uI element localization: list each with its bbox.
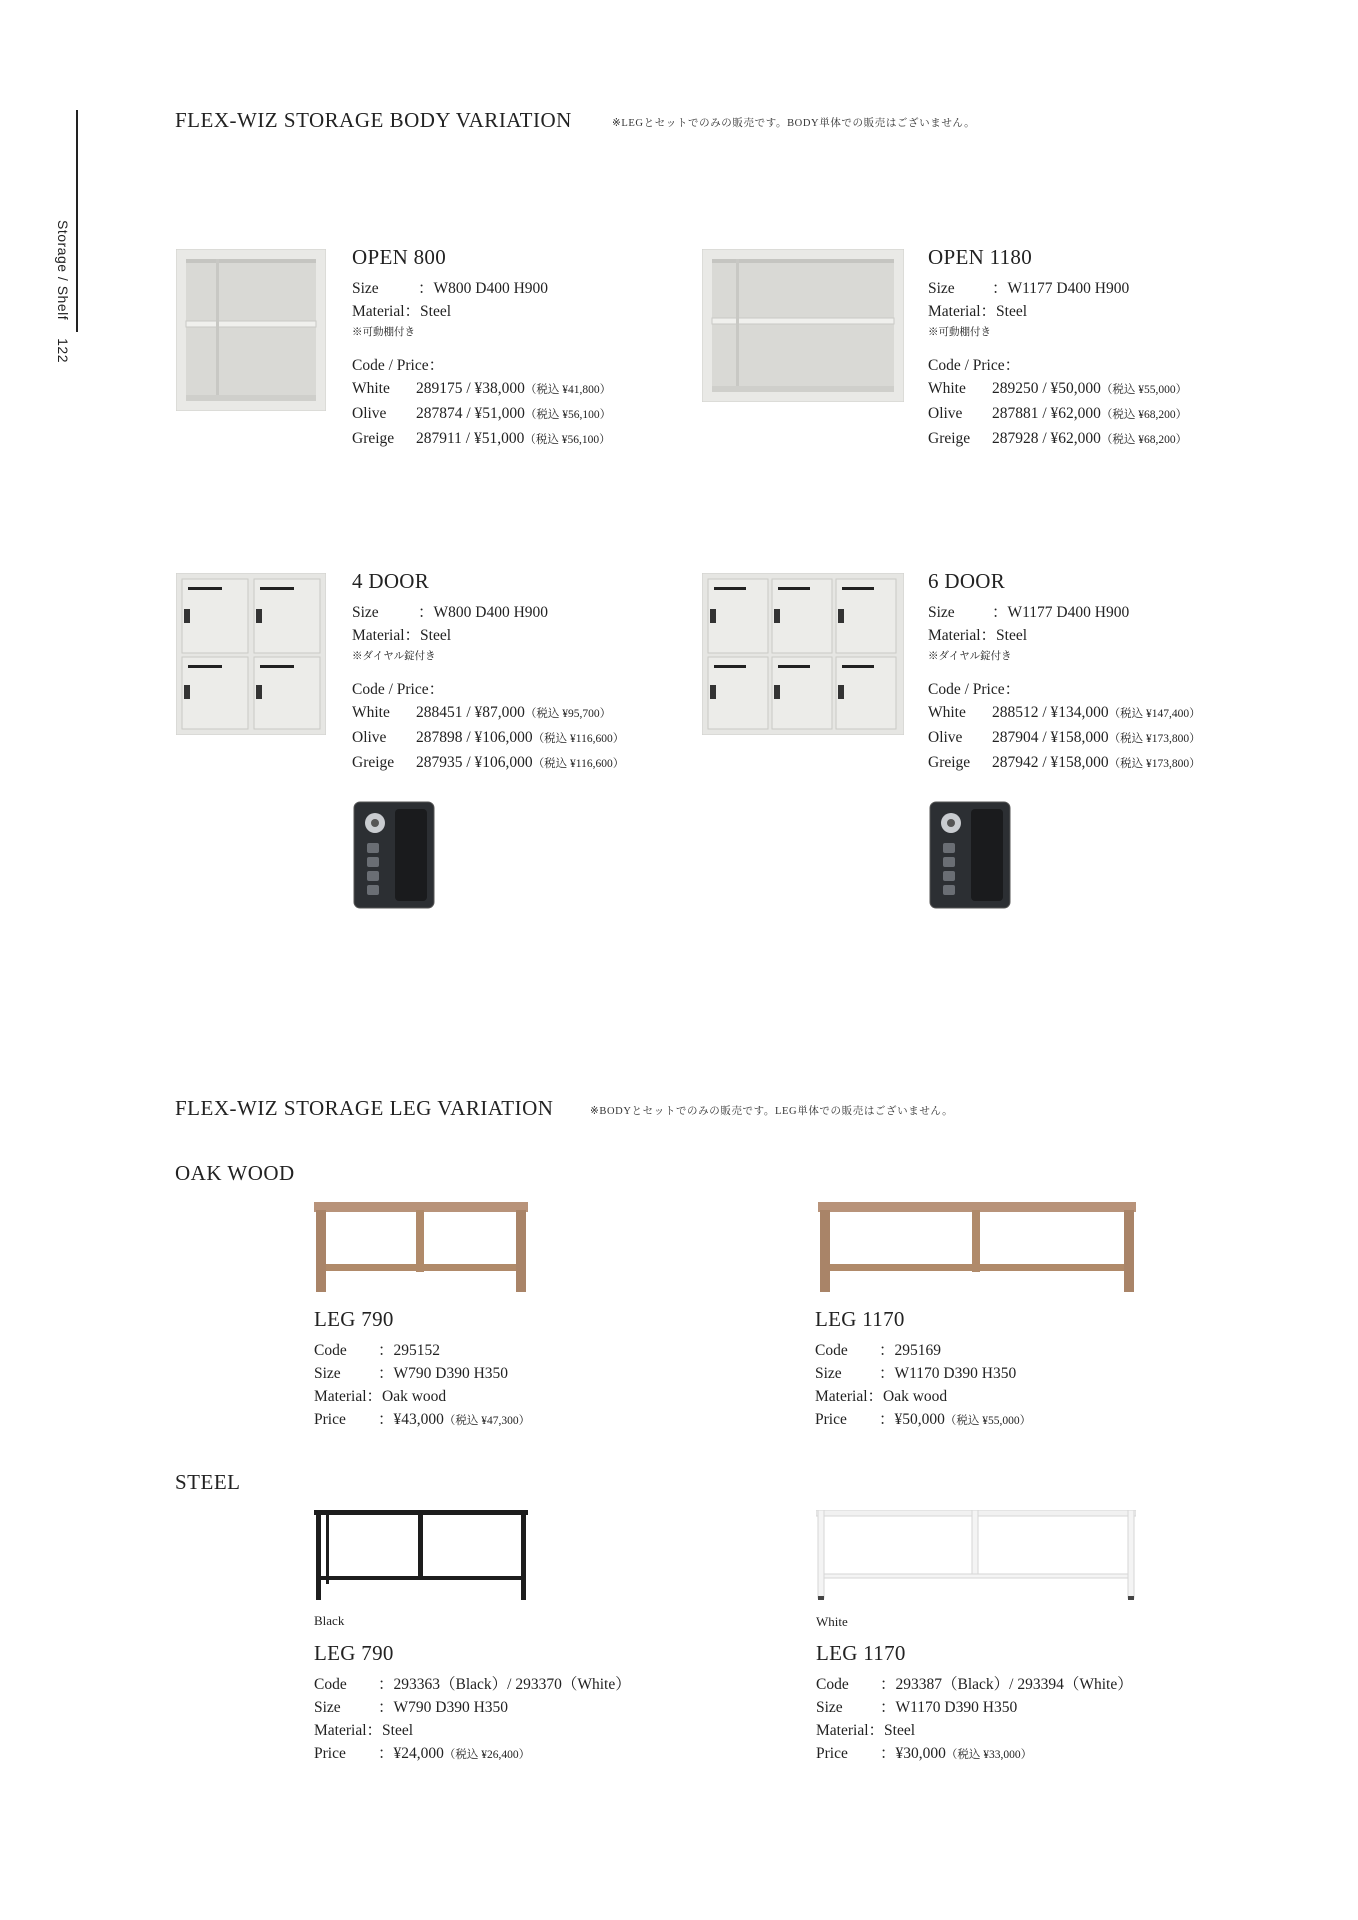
tax-price: （税込 ¥55,000） [944,1415,1032,1427]
code-price: 287911 / ¥51,000 [416,430,525,447]
oak-leg-1170-image [818,1200,1136,1294]
product-name: 4 DOOR [352,569,430,593]
code-price: 288512 / ¥134,000 [992,704,1109,721]
code-value: ：295169 [879,1342,942,1359]
material-label: Material [352,303,405,320]
page-number: 122 [55,338,71,363]
color-name: White [928,704,966,721]
tax-price: （税込 ¥68,200） [1100,434,1188,446]
tax-price: （税込 ¥173,800） [1108,733,1201,745]
price-value: ：¥43,000 [378,1411,444,1428]
sidebar-category: Storage / Shelf [55,220,71,321]
code-price: 287904 / ¥158,000 [992,729,1109,746]
open-800-specs [352,245,611,452]
color-name: Olive [928,729,963,746]
sidebar-rule [76,110,78,332]
material-value: ：Oak wood [867,1388,948,1405]
color-name: Olive [352,729,387,746]
price-label: Price [314,1745,346,1762]
oak-leg-790-specs [314,1307,530,1433]
tax-price: （税込 ¥68,200） [1100,409,1188,421]
size-label: Size [352,280,379,297]
tax-price: （税込 ¥56,100） [524,434,611,446]
code-price: 289250 / ¥50,000 [992,380,1101,397]
color-name: Olive [352,405,387,422]
color-name: Greige [352,754,395,771]
steel-heading: STEEL [175,1470,241,1494]
material-value: ：Steel [404,303,452,320]
leg-section-title: FLEX-WIZ STORAGE LEG VARIATION [175,1096,554,1120]
code-price: 287935 / ¥106,000 [416,754,533,771]
leg-section-note: ※BODYとセットでのみの販売です。LEG単体での販売はございません。 [590,1106,954,1117]
steel-leg-1170-image [816,1510,1136,1602]
steel-leg-790-image [314,1510,528,1602]
material-label: Material [928,627,981,644]
code-value: ：293363（Black）/ 293370（White） [378,1676,631,1693]
material-label: Material [314,1722,367,1739]
size-label: Size [352,604,379,621]
oak-leg-1170-specs [815,1307,1031,1433]
product-note: ※可動棚付き [352,327,415,338]
black-caption: Black [314,1613,345,1628]
tax-price: （税込 ¥26,400） [443,1749,531,1761]
code-price: 287942 / ¥158,000 [992,754,1109,771]
4-door-image [176,573,326,735]
material-label: Material [815,1388,868,1405]
material-label: Material [352,627,405,644]
code-price-label: Code / Price： [352,681,445,698]
color-name: Greige [352,430,395,447]
open-1180-image [702,249,904,402]
code-price-label: Code / Price： [928,357,1021,374]
code-label: Code [816,1676,849,1693]
material-value: ：Steel [404,627,452,644]
price-label: Price [815,1411,847,1428]
body-section-note: ※LEGとセットでのみの販売です。BODY単体での販売はございません。 [612,118,976,129]
tax-price: （税込 ¥147,400） [1108,708,1201,720]
code-price: 287881 / ¥62,000 [992,405,1101,422]
size-value: ：W1177 D400 H900 [992,280,1130,297]
price-label: Price [816,1745,848,1762]
oak-wood-heading: OAK WOOD [175,1161,295,1185]
size-value: ：W800 D400 H900 [418,280,549,297]
product-name: OPEN 1180 [928,245,1033,269]
sidebar-label [55,220,71,381]
open-1180-specs [928,245,1187,452]
size-label: Size [815,1365,842,1382]
material-value: ：Steel [980,627,1028,644]
tax-price: （税込 ¥33,000） [945,1749,1033,1761]
material-value: ：Oak wood [366,1388,447,1405]
material-label: Material [928,303,981,320]
tax-price: （税込 ¥55,000） [1100,384,1188,396]
code-price-label: Code / Price： [928,681,1021,698]
tax-price: （税込 ¥47,300） [443,1415,531,1427]
size-value: ：W800 D400 H900 [418,604,549,621]
code-price: 287898 / ¥106,000 [416,729,533,746]
size-label: Size [816,1699,843,1716]
color-name: White [352,704,390,721]
code-label: Code [314,1342,347,1359]
tax-price: （税込 ¥95,700） [524,708,612,720]
code-price: 288451 / ¥87,000 [416,704,525,721]
product-name: OPEN 800 [352,245,446,269]
size-label: Size [314,1365,341,1382]
code-label: Code [815,1342,848,1359]
product-note: ※ダイヤル錠付き [352,651,436,662]
6-door-image [702,573,904,735]
tax-price: （税込 ¥56,100） [524,409,612,421]
color-name: Greige [928,754,971,771]
code-label: Code [314,1676,347,1693]
size-value: ：W1170 D390 H350 [880,1699,1018,1716]
code-value: ：295152 [378,1342,441,1359]
steel-leg-1170-specs [816,1641,1133,1767]
product-note: ※可動棚付き [928,327,991,338]
code-price: 287874 / ¥51,000 [416,405,525,422]
material-label: Material [816,1722,869,1739]
dial-lock-image [929,801,1011,909]
material-label: Material [314,1388,367,1405]
code-price: 287928 / ¥62,000 [992,430,1101,447]
tax-price: （税込 ¥41,800） [524,384,612,396]
color-name: White [928,380,966,397]
steel-leg-790-specs [314,1641,631,1767]
product-note: ※ダイヤル錠付き [928,651,1012,662]
size-label: Size [928,280,955,297]
size-label: Size [314,1699,341,1716]
product-name: LEG 790 [314,1307,394,1331]
price-value: ：¥24,000 [378,1745,444,1762]
price-value: ：¥30,000 [880,1745,946,1762]
material-value: ：Steel [868,1722,916,1739]
dial-lock-image [353,801,435,909]
size-value: ：W790 D390 H350 [378,1365,509,1382]
price-label: Price [314,1411,346,1428]
product-name: LEG 790 [314,1641,394,1665]
body-section-title: FLEX-WIZ STORAGE BODY VARIATION [175,108,572,132]
material-value: ：Steel [980,303,1028,320]
color-name: White [352,380,390,397]
material-value: ：Steel [366,1722,414,1739]
tax-price: （税込 ¥116,600） [532,733,625,745]
tax-price: （税込 ¥173,800） [1108,758,1201,770]
price-value: ：¥50,000 [879,1411,945,1428]
6-door-specs [928,569,1201,776]
size-value: ：W1170 D390 H350 [879,1365,1017,1382]
size-value: ：W790 D390 H350 [378,1699,509,1716]
oak-leg-790-image [314,1200,528,1294]
code-price: 289175 / ¥38,000 [416,380,525,397]
4-door-specs [352,569,624,776]
size-value: ：W1177 D400 H900 [992,604,1130,621]
product-name: 6 DOOR [928,569,1006,593]
product-name: LEG 1170 [816,1641,906,1665]
color-name: Greige [928,430,971,447]
code-value: ：293387（Black）/ 293394（White） [880,1676,1133,1693]
code-price-label: Code / Price： [352,357,445,374]
size-label: Size [928,604,955,621]
white-caption: White [816,1614,848,1629]
open-800-image [176,249,326,411]
tax-price: （税込 ¥116,600） [532,758,625,770]
product-name: LEG 1170 [815,1307,905,1331]
color-name: Olive [928,405,963,422]
